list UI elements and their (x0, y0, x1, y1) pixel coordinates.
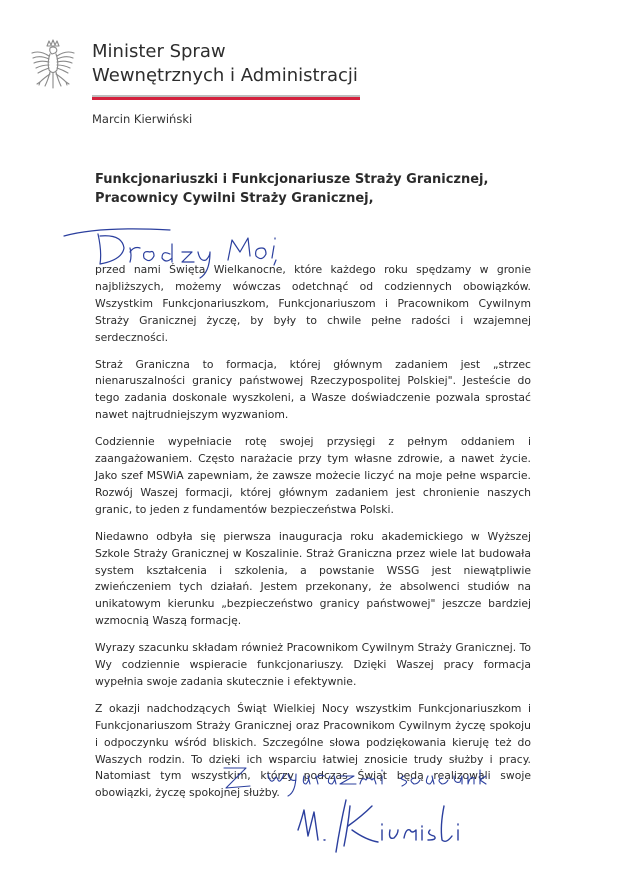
letter-body (95, 262, 531, 812)
greeting (95, 170, 488, 208)
paragraph: Codziennie wypełniacie rotę swojej przysięgi z pełnym oddaniem i zaangażowaniem. Często narażacie przy tym własne zdrowie, a nawet życie. Jako szef MSWiA zapewniam, że zawsze możecie liczyć na moje pełne wsparcie. Rozwój Waszej formacji, której głównym zadaniem jest chronienie naszych granic, to jeden z fundamentów bezpieczeństwa Polski. (95, 435, 531, 516)
paragraph: Wyrazy szacunku składam również Pracownikom Cywilnym Straży Granicznej. To Wy codziennie wspieracie funkcjonariuszy. Dzięki Waszej pracy formacja wypełnia swoje zadania skutecznie i efektywnie. (95, 641, 531, 688)
author-name: Marcin Kierwiński (92, 112, 193, 126)
ministry-title-line1: Minister Spraw (92, 41, 226, 62)
greeting-line1: Funkcjonariuszki i Funkcjonariusze Straży Granicznej, (95, 172, 489, 187)
handwritten-closing (218, 758, 488, 798)
paragraph: Niedawno odbyła się pierwsza inauguracja roku akademickiego w Wyższej Szkole Straży Granicznej w Koszalinie. Straż Graniczna przez wiele lat budowała system kształcenia i szkolenia, a powstanie WSSG jest niewątpliwie zwieńczeniem tych działań. Jestem przekonany, że absolwenci studiów na unikatowym kierunku „bezpieczeństwo granicy państwowej" jeszcze bardziej wzmocnią Waszą formację. (95, 529, 531, 628)
ministry-title (92, 40, 358, 88)
paragraph: Straż Graniczna to formacja, której głównym zadaniem jest „strzec nienaruszalności granicy państwowej Rzeczypospolitej Polskiej". Jesteście do tego zadania doskonale wyszkoleni, a Wasze doświadczenie pozwala sprostać nawet najtrudniejszym wyzwaniom. (95, 357, 531, 422)
polish-eagle-emblem-icon (28, 38, 78, 98)
greeting-line2: Pracownicy Cywilni Straży Granicznej, (95, 191, 374, 206)
flag-rule (92, 95, 360, 100)
paragraph: Z okazji nadchodzących Świąt Wielkiej Nocy wszystkim Funkcjonariuszkom i Funkcjonariuszom Straży Granicznej oraz Pracownikom Cywilnym życzę spokoju i odpoczynku wśród bliskich. Szczególne słowa podziękowania kieruję też do Waszych rodzin. To dzięki ich wsparciu łatwiej znosicie trudy służby i pracy. Natomiast tym wszystkim, którzy podczas Świąt będą realizowali swoje obowiązki, życzę spokojnej służby. (95, 701, 531, 800)
ministry-title-line2: Wewnętrznych i Administracji (92, 65, 358, 86)
handwritten-signature (292, 796, 472, 856)
paragraph: przed nami Święta Wielkanocne, które każdego roku spędzamy w gronie najbliższych, możemy wówczas odetchnąć od codziennych obowiązków. Wszystkim Funkcjonariuszkom, Funkcjonariuszom i Pracownikom Cywilnym Straży Granicznej życzę, by były to chwile pełne radości i wzajemnej serdeczności. (95, 263, 531, 344)
